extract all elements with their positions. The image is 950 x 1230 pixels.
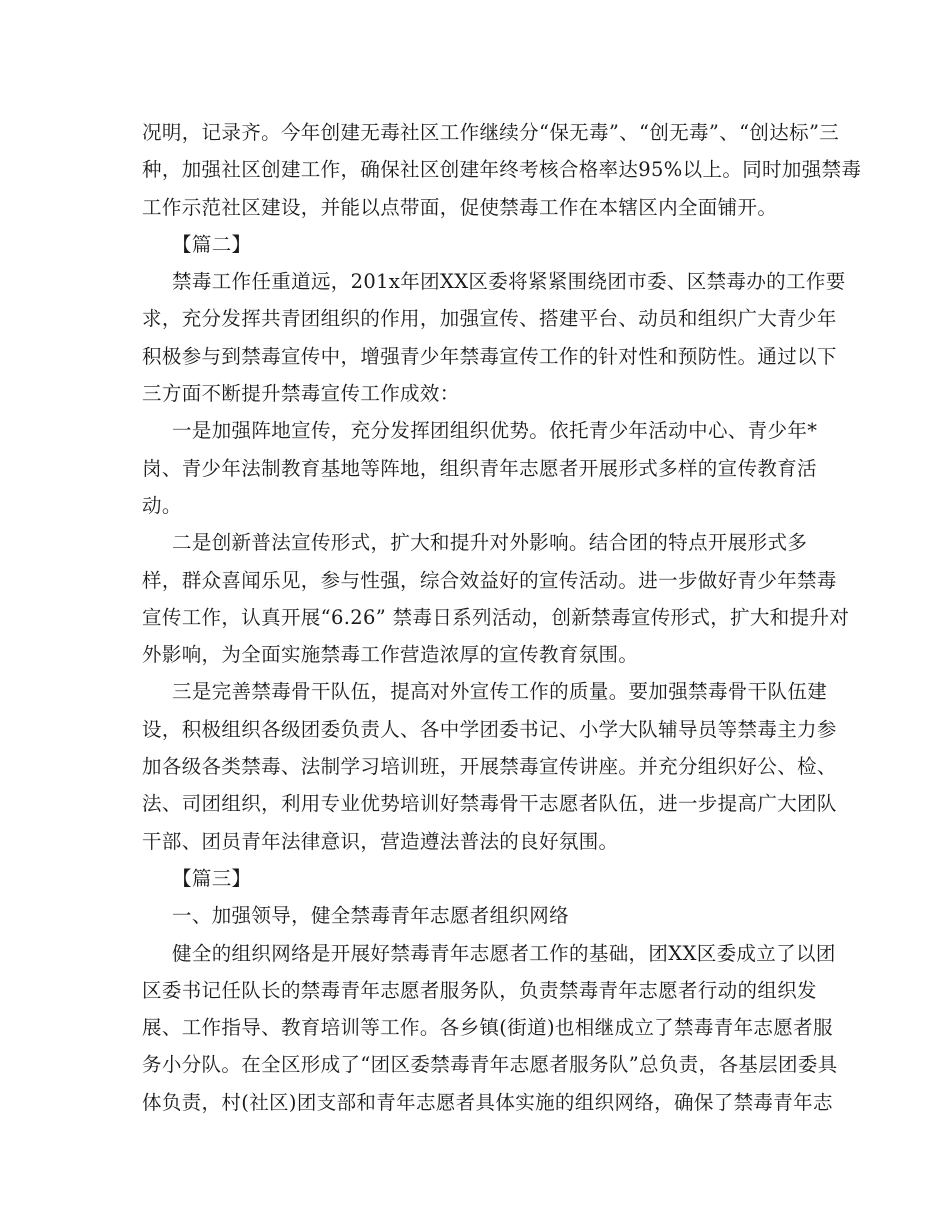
- text-line: 样，群众喜闻乐见，参与性强，综合效益好的宣传活动。进一步做好青少年禁毒: [142, 568, 837, 592]
- text-line: 宣传工作，认真开展“6.26” 禁毒日系列活动，创新禁毒宣传形式，扩大和提升对: [142, 605, 850, 629]
- text-line: 区委书记任队长的禁毒青年志愿者服务队，负责禁毒青年志愿者行动的组织发: [142, 978, 817, 1002]
- text-line: 展、工作指导、教育培训等工作。各乡镇(街道)也相继成立了禁毒青年志愿者服: [142, 1016, 833, 1040]
- text-line: 二是创新普法宣传形式，扩大和提升对外影响。结合团的特点开展形式多: [172, 531, 808, 555]
- text-line: 外影响，为全面实施禁毒工作营造浓厚的宣传教育氛围。: [142, 643, 639, 667]
- document-body: [142, 114, 862, 1121]
- text-line: 三方面不断提升禁毒宣传工作成效：: [142, 382, 460, 406]
- text-line: 干部、团员青年法律意识，营造遵法普法的良好氛围。: [142, 829, 619, 853]
- text-line: 工作示范社区建设，并能以点带面，促使禁毒工作在本辖区内全面铺开。: [142, 195, 778, 219]
- text-line: 种，加强社区创建工作，确保社区创建年终考核合格率达95%以上。同时加强禁毒: [142, 158, 862, 182]
- text-line: 一是加强阵地宣传，充分发挥团组织优势。依托青少年活动中心、青少年*: [172, 419, 818, 443]
- text-line: 健全的组织网络是开展好禁毒青年志愿者工作的基础，团XX区委成立了以团: [172, 941, 836, 965]
- text-line: 体负责，村(社区)团支部和青年志愿者具体实施的组织网络，确保了禁毒青年志: [142, 1090, 833, 1114]
- text-line: 务小分队。在全区形成了“团区委禁毒青年志愿者服务队”总负责，各基层团委具: [142, 1053, 838, 1077]
- subsection-heading: 一、加强领导，健全禁毒青年志愿者组织网络: [172, 904, 570, 928]
- text-line: 加各级各类禁毒、法制学习培训班，开展禁毒宣传讲座。并充分组织好公、检、: [142, 755, 837, 779]
- text-line: 三是完善禁毒骨干队伍，提高对外宣传工作的质量。要加强禁毒骨干队伍建: [172, 680, 828, 704]
- text-line: 况明，记录齐。今年创建无毒社区工作继续分“保无毒”、“创无毒”、“创达标”三: [142, 121, 840, 144]
- text-line: 动。: [142, 493, 182, 517]
- text-line: 求，充分发挥共青团组织的作用，加强宣传、搭建平台、动员和组织广大青少年: [142, 307, 837, 331]
- text-line: 积极参与到禁毒宣传中，增强青少年禁毒宣传工作的针对性和预防性。通过以下: [142, 344, 837, 368]
- text-line: 岗、青少年法制教育基地等阵地，组织青年志愿者开展形式多样的宣传教育活: [142, 456, 817, 480]
- text-line: 禁毒工作任重道远，201x年团XX区委将紧紧围绕团市委、区禁毒办的工作要: [172, 270, 846, 294]
- text-line: 法、司团组织，利用专业优势培训好禁毒骨干志愿者队伍，进一步提高广大团队: [142, 792, 837, 816]
- section-heading-pian-er: 【篇二】: [172, 232, 252, 256]
- section-heading-pian-san: 【篇三】: [172, 866, 252, 890]
- text-line: 设，积极组织各级团委负责人、各中学团委书记、小学大队辅导员等禁毒主力参: [142, 717, 837, 741]
